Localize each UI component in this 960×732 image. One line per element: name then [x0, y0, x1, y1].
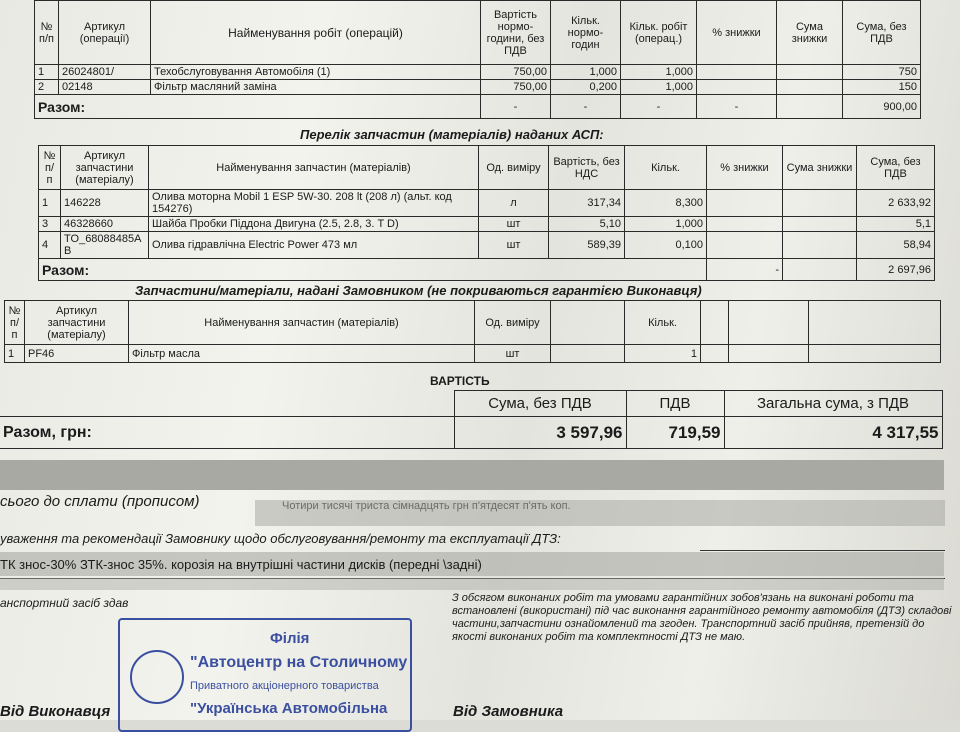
- cost-vat-value: 719,59: [626, 417, 724, 449]
- table-row: 3 46328660 Шайба Пробки Піддона Двигуна (2.5, 2.8, 3. T D) шт 5,10 1,000 5,1: [39, 217, 935, 232]
- cost-net-value: 3 597,96: [454, 417, 626, 449]
- customer-col-num: № п/ п: [5, 301, 25, 345]
- executor-signature-label: Від Виконавця: [0, 703, 111, 720]
- remarks-text: ТК знос-30% ЗТК-знос 35%. корозія на внутрішні частини дисків (передні \задні): [0, 557, 482, 572]
- works-col-article: Артикул (операції): [59, 1, 151, 65]
- parts-header-row: [39, 146, 935, 190]
- customer-parts-title: Запчастини/матеріали, надані Замовником (не покриваються гарантією Виконавця): [135, 283, 702, 298]
- cost-gross-value: 4 317,55: [724, 417, 942, 449]
- table-row: 4 TO_68088485AB Олива гідравлічна Electric Power 473 мл шт 589,39 0,100 58,94: [39, 232, 935, 259]
- parts-col-unit: Од. виміру: [479, 146, 549, 190]
- customer-parts-table: [4, 300, 941, 363]
- agreement-text: З обсягом виконаних робіт та умовами гарантійних зобов'язань на виконані роботи та встановлені (використані) під час виконання гарантійного ремонту автомобіля (ДТЗ) складові частини,запчастини ознайомлений та згоден. Транспортний засіб прийняв, претензій до якості виконаних робіт та комплектності ДТЗ не маю.: [452, 592, 952, 643]
- parts-col-article: Артикул запчастини (матеріалу): [61, 146, 149, 190]
- table-row: 1 26024801/ Техобслуговування Автомобіля (1) 750,00 1,000 1,000 750: [35, 65, 921, 80]
- works-table: [34, 0, 921, 119]
- parts-col-qty: Кільк.: [625, 146, 707, 190]
- company-stamp: Філія "Автоцентр на Столичному Приватного акціонерного товариства "Українська Автомобільна: [118, 618, 412, 732]
- cost-col-vat: ПДВ: [626, 391, 724, 417]
- parts-col-price: Вартість, без НДС: [549, 146, 625, 190]
- customer-col-article: Артикул запчастини (матеріалу): [25, 301, 129, 345]
- parts-total-value: 2 697,96: [857, 259, 935, 281]
- vehicle-handed-label: анспортний засіб здав: [0, 596, 129, 610]
- works-col-hour-cost: Вартість нормо-години, без ПДВ: [481, 1, 551, 65]
- works-total-row: Разом: - - - - 900,00: [35, 95, 921, 119]
- works-total-value: 900,00: [843, 95, 921, 119]
- parts-table: [38, 145, 935, 281]
- table-row: 2 02148 Фільтр масляний заміна 750,00 0,200 1,000 150: [35, 80, 921, 95]
- graybar-2: [255, 500, 945, 526]
- parts-col-num: № п/ п: [39, 146, 61, 190]
- cost-col-gross: Загальна сума, з ПДВ: [724, 391, 942, 417]
- cost-col-net: Сума, без ПДВ: [454, 391, 626, 417]
- graybar-1: [0, 460, 944, 490]
- works-total-label: Разом:: [35, 95, 481, 119]
- parts-total-label: Разом:: [39, 259, 707, 281]
- table-row: 1 PF46 Фільтр масла шт 1: [5, 345, 941, 363]
- cost-title: ВАРТІСТЬ: [430, 374, 490, 388]
- parts-col-discount-pct: % знижки: [707, 146, 783, 190]
- works-col-num: № п/п: [35, 1, 59, 65]
- works-col-sum: Сума, без ПДВ: [843, 1, 921, 65]
- parts-col-discount-sum: Сума знижки: [783, 146, 857, 190]
- parts-col-name: Найменування запчастин (матеріалів): [149, 146, 479, 190]
- works-col-name: Найменування робіт (операцій): [151, 1, 481, 65]
- customer-parts-header-row: [5, 301, 941, 345]
- cost-table: [0, 390, 943, 449]
- cost-values-row: [0, 417, 942, 449]
- customer-signature-label: Від Замовника: [453, 703, 564, 720]
- customer-col-name: Найменування запчастин (матеріалів): [129, 301, 475, 345]
- graybar-4: [0, 578, 944, 590]
- cost-label: Разом, грн:: [0, 417, 454, 449]
- parts-col-sum: Сума, без ПДВ: [857, 146, 935, 190]
- to-pay-label: сього до сплати (прописом): [0, 493, 200, 510]
- table-row: 1 146228 Олива моторна Mobil 1 ESP 5W-30. 208 lt (208 л) (альт. код 154276) л 317,34 8,300 2 633,92: [39, 190, 935, 217]
- cost-header-row: [0, 391, 942, 417]
- parts-total-row: Разом: - 2 697,96: [39, 259, 935, 281]
- works-col-discount-sum: Сума знижки: [777, 1, 843, 65]
- works-col-discount-pct: % знижки: [697, 1, 777, 65]
- remarks-label: уваження та рекомендації Замовнику щодо обслуговування/ремонту та експлуатації ДТЗ:: [0, 531, 561, 546]
- works-header-row: [35, 1, 921, 65]
- works-col-ops: Кільк. робіт (операц.): [621, 1, 697, 65]
- customer-col-unit: Од. виміру: [475, 301, 551, 345]
- works-col-hours: Кільк. нормо-годин: [551, 1, 621, 65]
- parts-title: Перелік запчастин (матеріалів) наданих АСП:: [300, 127, 604, 142]
- customer-col-qty: Кільк.: [625, 301, 701, 345]
- seal-icon: [130, 650, 184, 704]
